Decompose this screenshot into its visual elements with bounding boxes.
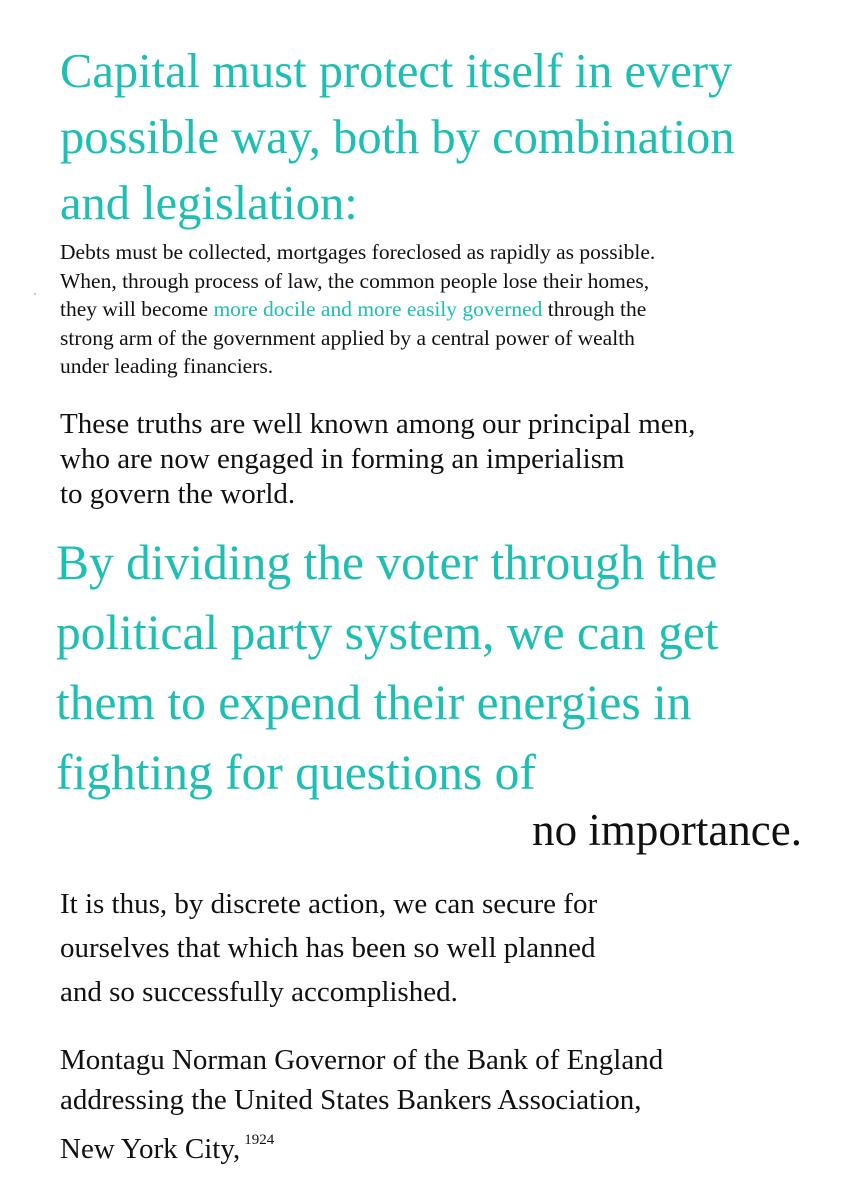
heading-line: possible way, both by combination bbox=[60, 109, 735, 164]
body-text: through the bbox=[542, 297, 647, 321]
attribution-year: 1924 bbox=[244, 1132, 275, 1148]
attribution bbox=[60, 1040, 663, 1169]
attribution-line: Montagu Norman Governor of the Bank of England bbox=[60, 1044, 664, 1076]
heading-line: Capital must protect itself in every bbox=[60, 43, 733, 98]
attribution-place: New York City, bbox=[60, 1133, 241, 1165]
stray-dot bbox=[34, 293, 36, 295]
heading-quote bbox=[60, 38, 735, 236]
attribution-line-place bbox=[60, 1120, 663, 1169]
body-line: When, through process of law, the common people lose their homes, bbox=[60, 268, 650, 293]
body-line-with-highlight bbox=[60, 295, 655, 324]
body-line: These truths are well known among our principal men, bbox=[60, 408, 696, 440]
body-line: Debts must be collected, mortgages foreclosed as rapidly as possible. bbox=[60, 240, 656, 264]
body-line: under leading financiers. bbox=[60, 354, 274, 378]
body-line: to govern the world. bbox=[60, 478, 296, 510]
body-line: strong arm of the government applied by a central power of wealth bbox=[60, 325, 635, 350]
heading-line: fighting for questions of bbox=[56, 745, 536, 800]
highlighted-phrase: more docile and more easily governed bbox=[213, 297, 543, 321]
body-line: It is thus, by discrete action, we can secure for bbox=[60, 888, 598, 920]
heading-dividing-voter bbox=[56, 528, 719, 808]
body-text: they will become bbox=[60, 297, 214, 321]
body-paragraph-truths bbox=[60, 407, 695, 512]
heading-line: and legislation: bbox=[60, 175, 358, 230]
heading-line: them to expend their energies in bbox=[56, 675, 692, 730]
closing-paragraph bbox=[60, 882, 597, 1014]
attribution-line: addressing the United States Bankers Association, bbox=[60, 1084, 642, 1116]
body-line: and so successfully accomplished. bbox=[60, 976, 458, 1008]
body-line: ourselves that which has been so well planned bbox=[60, 932, 596, 964]
body-paragraph-small bbox=[60, 238, 655, 381]
heading-line: political party system, we can get bbox=[56, 605, 719, 660]
heading-line: By dividing the voter through the bbox=[56, 535, 718, 590]
emphasis-no-importance: no importance. bbox=[532, 805, 802, 855]
body-line: who are now engaged in forming an imperialism bbox=[60, 443, 625, 475]
